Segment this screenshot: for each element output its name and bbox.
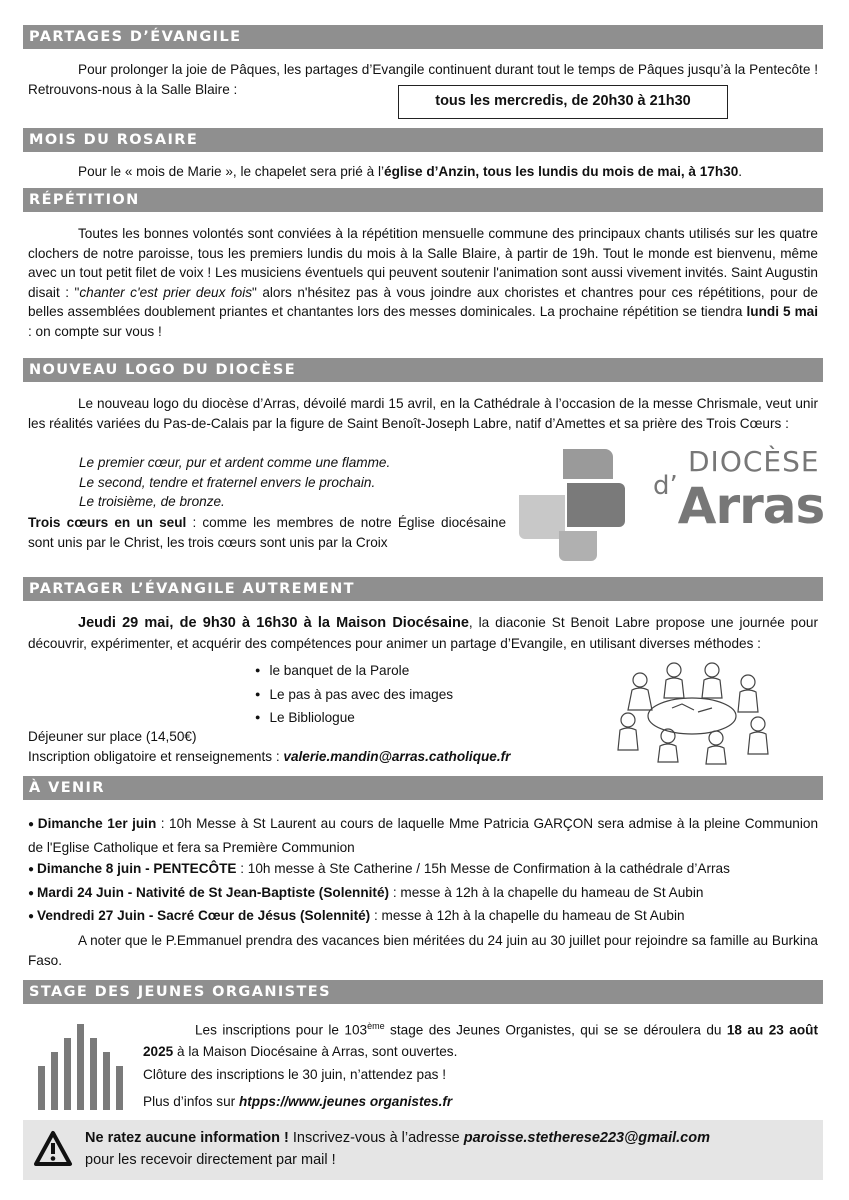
bullet-icon: ● <box>28 911 35 922</box>
hours-box: tous les mercredis, de 20h30 à 21h30 <box>398 85 728 119</box>
newsletter-alert <box>23 1120 823 1180</box>
list-item: ● Le pas à pas avec des images <box>255 684 453 708</box>
logo-outro-text: : comme les membres de notre Église diocésaine sont unis par le Christ, les trois cœurs sont unis par la Croix <box>28 515 507 550</box>
next-date: lundi 5 mai <box>746 304 818 319</box>
people-around-table-icon <box>612 658 772 766</box>
diocese-logo <box>515 443 825 563</box>
augustin-quote: chanter c'est prier deux fois <box>79 284 253 300</box>
section-title: NOUVEAU LOGO DU DIOCÈSE <box>29 362 296 378</box>
contact-email[interactable]: valerie.mandin@arras.catholique.fr <box>283 749 511 764</box>
logo-word-diocese: DIOCÈSE <box>688 445 820 478</box>
partages-text: Pour prolonger la joie de Pâques, les partages d’Evangile continuent durant tout le temps de Pâques jusqu’à la Pentecôte ! Retrouvons-nous à la Salle Blaire : <box>28 62 818 97</box>
event-text: : messe à 12h à la chapelle du hameau de St Aubin <box>370 908 685 923</box>
alert-bold: Ne ratez aucune information ! <box>85 1130 289 1146</box>
rosaire-paragraph <box>28 162 818 182</box>
organistes-text-3: à la Maison Diocésaine à Arras, sont ouvertes. <box>173 1043 458 1059</box>
rosaire-end: . <box>738 164 743 179</box>
logo-word-arras-wrap <box>653 471 825 535</box>
vacation-note <box>28 931 818 970</box>
repetition-text: Toutes les bonnes volontés sont conviées à la répétition mensuelle commune des principaux chants utilisés sur les quatre clochers de notre paroisse, tous les premiers lundis du mois à la Salle Blaire, à partir de 19h. Tout le monde est bienvenu, même avec un tout petit filet de voix ! Les musiciens éventuels qui peuvent soutenir l'animation sont aussi vivement invités. Saint Augustin disait : " <box>28 226 818 300</box>
section-header-venir <box>23 776 823 800</box>
section-header-rosaire <box>23 128 823 152</box>
event-item <box>28 882 818 906</box>
stage-dates: 18 au 23 août 2025 <box>143 1022 818 1059</box>
warning-icon <box>33 1130 73 1168</box>
section-title: PARTAGER L’ÉVANGILE AUTREMENT <box>29 581 355 597</box>
alert-intro: Inscrivez-vous à l’adresse <box>288 1130 464 1146</box>
organistes-text-2: stage des Jeunes Organistes, qui se se déroulera du <box>384 1022 727 1038</box>
logo-word-d: d’ <box>653 471 678 501</box>
section-header-organistes <box>23 980 823 1004</box>
parish-email[interactable]: paroisse.stetherese223@gmail.com <box>463 1130 710 1146</box>
vacation-text: A noter que le P.Emmanuel prendra des vacances bien méritées du 24 juin au 30 juillet pour rejoindre sa famille au Burkina Faso. <box>28 933 818 968</box>
event-text: : 10h messe à Ste Catherine / 15h Messe de Confirmation à la cathédrale d’Arras <box>236 861 730 876</box>
lunch-line: Déjeuner sur place (14,50€) <box>28 729 197 744</box>
logo-outro-bold: Trois cœurs en un seul <box>28 515 187 530</box>
autrement-date: Jeudi 29 mai, de 9h30 à 16h30 à la Maison Diocésaine <box>78 615 469 631</box>
alert-text <box>85 1127 815 1171</box>
autrement-paragraph <box>28 613 818 653</box>
logo-word-arras: Arras <box>677 477 825 535</box>
event-date: Dimanche 1er juin <box>37 816 157 831</box>
group-sharing-illustration <box>612 658 772 766</box>
section-title: STAGE DES JEUNES ORGANISTES <box>29 984 331 1000</box>
event-item <box>28 905 818 929</box>
section-title: PARTAGES D’ÉVANGILE <box>29 29 242 45</box>
repetition-paragraph <box>28 224 818 341</box>
event-date: Mardi 24 Juin - Nativité de St Jean-Baptiste (Solennité) <box>37 884 390 900</box>
repetition-end: : on compte sur vous ! <box>28 323 162 339</box>
alert-line2: pour les recevoir directement par mail ! <box>85 1152 336 1168</box>
events-list <box>28 813 818 929</box>
event-item <box>28 858 818 882</box>
logo-paragraph <box>28 394 818 433</box>
inscription-text: Inscription obligatoire et renseignements : <box>28 749 284 764</box>
bullet-icon: ● <box>28 864 35 875</box>
infos-line <box>143 1092 818 1112</box>
section-header-autrement <box>23 577 823 601</box>
section-title: À VENIR <box>29 780 105 796</box>
organ-pipes-icon <box>36 1022 126 1112</box>
poem-line: Le troisième, de bronze. <box>79 494 225 509</box>
rosaire-highlight: église d’Anzin, tous les lundis du mois de mai, à 17h30 <box>384 164 739 179</box>
event-date: Dimanche 8 juin - PENTECÔTE <box>37 861 237 876</box>
poem-line: Le premier cœur, pur et ardent comme une flamme. <box>79 455 391 470</box>
event-text: : messe à 12h à la chapelle du hameau de St Aubin <box>389 884 704 900</box>
ordinal-suffix: ème <box>367 1021 385 1031</box>
event-text: : 10h Messe à St Laurent au cours de laquelle Mme Patricia GARÇON sera admise à la pleine Communion de l'Eglise Catholique et fera sa Première Communion <box>28 816 818 855</box>
warning-triangle-icon <box>33 1130 73 1168</box>
organistes-paragraph <box>143 1016 818 1062</box>
event-item <box>28 813 818 858</box>
section-header-logo <box>23 358 823 382</box>
methods-list <box>255 660 453 731</box>
section-header-repetition <box>23 188 823 212</box>
repetition-text-2: " alors n'hésitez pas à vous joindre aux choristes et chantres pour ces répétitions, pour de belles assemblées doublement priantes et chantantes lors des messes dominicales. La prochaine répétition se tiendra <box>28 284 818 319</box>
organistes-text: Les inscriptions pour le 103 <box>195 1022 368 1038</box>
poem-line: Le second, tendre et fraternel envers le prochain. <box>79 474 376 490</box>
organ-pipes-graphic <box>36 1022 126 1112</box>
event-date: Vendredi 27 Juin - Sacré Cœur de Jésus (Solennité) <box>37 908 371 923</box>
bullet-icon: ● <box>28 887 35 899</box>
cloture-line: Clôture des inscriptions le 30 juin, n’attendez pas ! <box>143 1067 447 1082</box>
section-title: MOIS DU ROSAIRE <box>29 132 199 148</box>
section-header-partages <box>23 25 823 49</box>
bullet-icon: ● <box>28 819 35 830</box>
logo-intro: Le nouveau logo du diocèse d’Arras, dévoilé mardi 15 avril, en la Cathédrale à l’occasion de la messe Chrismale, veut unir les réalités variées du Pas-de-Calais par la figure de Saint Benoît-Joseph Labre, natif d’Amettes et sa prière des Trois Cœurs : <box>28 396 818 431</box>
rosaire-text: Pour le « mois de Marie », le chapelet sera prié à l’ <box>78 164 385 179</box>
autrement-text: , la diaconie St Benoit Labre propose une journée pour découvrir, expérimenter, et acquérir des compétences pour animer un partage d’Evangile, en utilisant diverses méthodes : <box>28 615 818 651</box>
infos-text: Plus d’infos sur <box>143 1094 239 1109</box>
section-title: RÉPÉTITION <box>29 192 140 208</box>
list-item: ● le banquet de la Parole <box>255 660 453 684</box>
prayer-poem <box>28 453 498 512</box>
logo-outro <box>28 513 506 552</box>
list-item: ● Le Bibliologue <box>255 707 453 731</box>
organistes-link[interactable]: htpps://www.jeunes organistes.fr <box>238 1094 453 1109</box>
